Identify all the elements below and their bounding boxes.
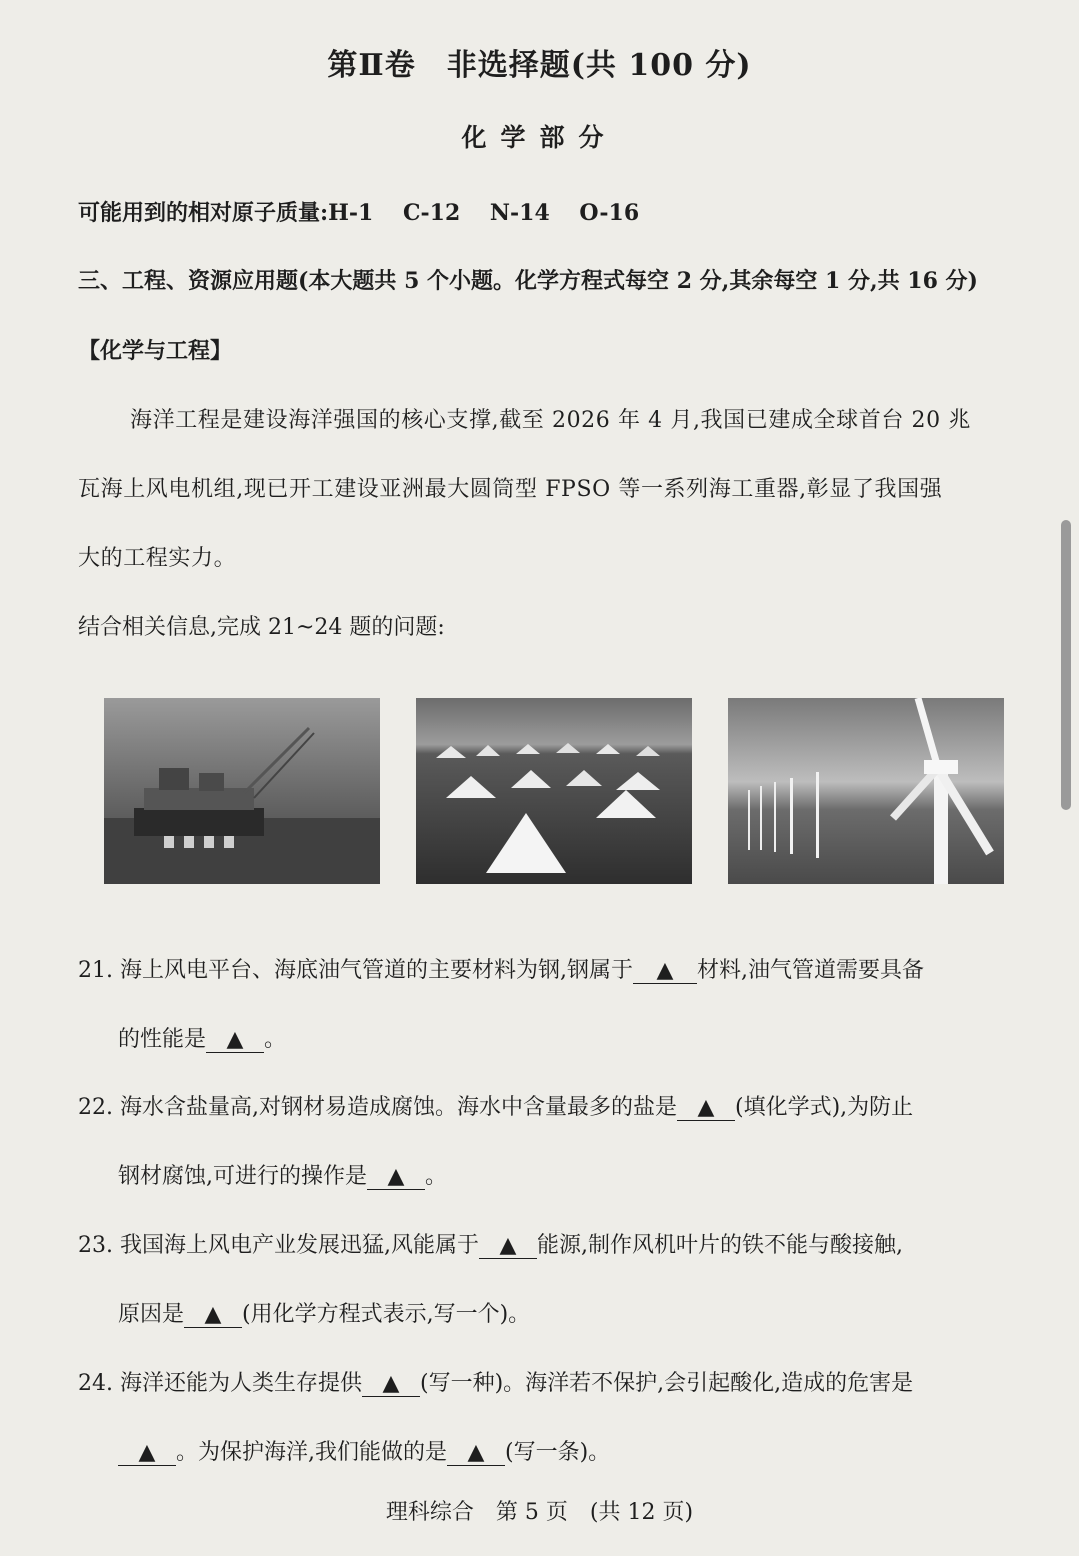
question-24-text-a: 24. 海洋还能为人类生存提供 [78,1371,362,1396]
question-22-text-a: 22. 海水含盐量高,对钢材易造成腐蚀。海水中含量最多的盐是 [78,1095,677,1120]
question-23-text-d: (用化学方程式表示,写一个)。 [242,1302,531,1327]
answer-blank-22b[interactable]: ▲ [367,1164,425,1190]
answer-blank-21a[interactable]: ▲ [633,958,697,984]
question-21-line-2 [118,1022,286,1053]
section-heading: 三、工程、资源应用题(本大题共 5 个小题。化学方程式每空 2 分,其余每空 1 分,共 16 分) [78,268,978,294]
answer-blank-23b[interactable]: ▲ [184,1302,242,1328]
answer-blank-24c[interactable]: ▲ [447,1440,505,1466]
vertical-scrollbar[interactable] [1061,520,1071,810]
page-footer: 理科综合 第 5 页 (共 12 页) [385,1500,694,1525]
answer-blank-22a[interactable]: ▲ [677,1095,735,1121]
question-23-line-2 [118,1297,530,1328]
wind-turbine-image [728,698,1004,884]
passage-line-2: 瓦海上风电机组,现已开工建设亚洲最大圆筒型 FPSO 等一系列海工重器,彰显了我国强 [78,477,943,502]
question-23-text-c: 原因是 [118,1302,185,1327]
question-21-text-c: 的性能是 [118,1027,207,1052]
question-24-text-c: 。为保护海洋,我们能做的是 [176,1440,447,1465]
passage-line-1: 海洋工程是建设海洋强国的核心支撑,截至 2026 年 4 月,我国已建成全球首台 20 兆 [130,408,971,433]
question-22-line-2 [118,1159,447,1190]
image-row [104,698,1004,884]
question-24-line-1 [78,1366,913,1397]
question-22-text-d: 。 [425,1164,448,1189]
offshore-platform-image [104,698,380,884]
answer-blank-24a[interactable]: ▲ [362,1371,420,1397]
question-23-line-1 [78,1228,903,1259]
answer-blank-21b[interactable]: ▲ [206,1027,264,1053]
question-22-text-c: 钢材腐蚀,可进行的操作是 [118,1164,367,1189]
question-22-text-b: (填化学式),为防止 [734,1095,914,1120]
instruction-line: 结合相关信息,完成 21~24 题的问题: [78,615,445,640]
question-22-line-1 [78,1090,913,1121]
question-21-text-b: 材料,油气管道需要具备 [696,958,924,983]
passage-line-3: 大的工程实力。 [78,546,237,571]
question-23-text-b: 能源,制作风机叶片的铁不能与酸接触, [536,1233,903,1258]
answer-blank-23a[interactable]: ▲ [479,1233,537,1259]
question-24-text-b: (写一种)。海洋若不保护,会引起酸化,造成的危害是 [419,1371,914,1396]
atomic-mass-line: 可能用到的相对原子质量:H-1 C-12 N-14 O-16 [78,200,640,226]
salt-field-image [416,698,692,884]
answer-blank-24b[interactable]: ▲ [118,1440,176,1466]
page-title: 第Ⅱ卷 非选择题(共 100 分) [327,48,752,83]
question-23-text-a: 23. 我国海上风电产业发展迅猛,风能属于 [78,1233,479,1258]
question-21-text-a: 21. 海上风电平台、海底油气管道的主要材料为钢,钢属于 [78,958,633,983]
question-21-line-1 [78,953,924,984]
question-24-line-2 [118,1435,610,1466]
question-21-text-d: 。 [264,1027,287,1052]
section-subtitle: 化学部分 [461,123,618,152]
topic-heading: 【化学与工程】 [78,338,233,364]
question-24-text-d: (写一条)。 [505,1440,611,1465]
